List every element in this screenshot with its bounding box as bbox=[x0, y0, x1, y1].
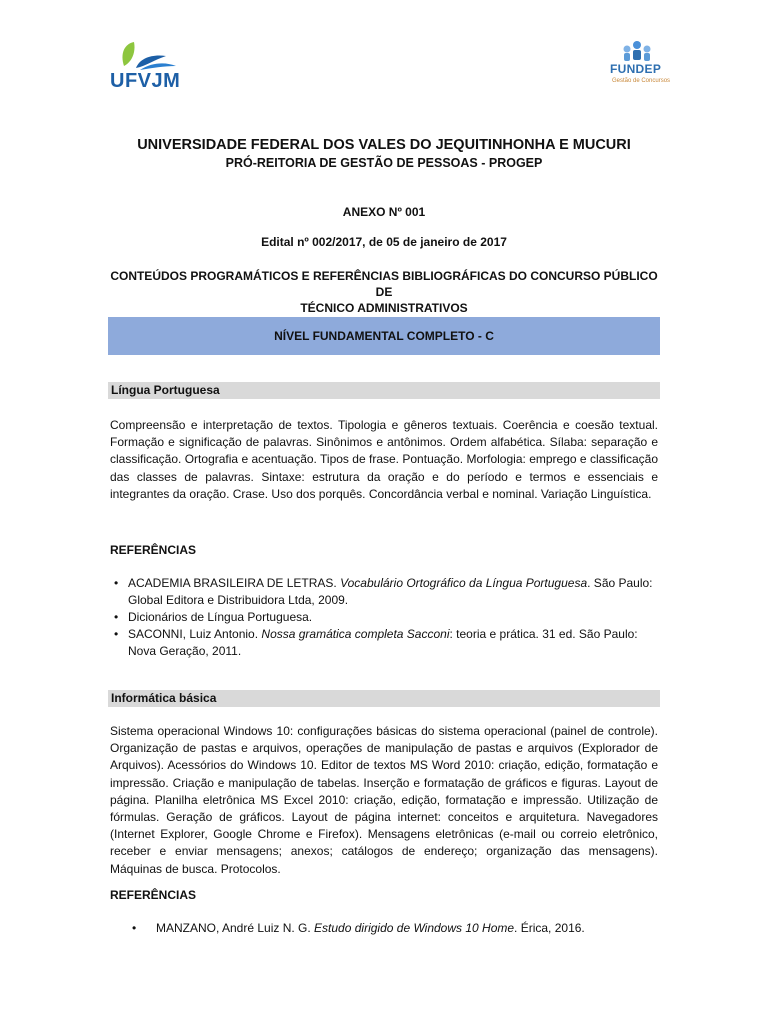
people-cloud-logo-icon bbox=[615, 40, 659, 62]
edital-line: Edital nº 002/2017, de 05 de janeiro de 2017 bbox=[261, 235, 507, 249]
reference-rest: : teoria e prática. 31 ed. São Paulo: Nova Geração, 2011. bbox=[128, 627, 638, 658]
bullet-icon: • bbox=[132, 921, 137, 935]
bullet-icon: • bbox=[114, 576, 119, 590]
references-title-portuguese: REFERÊNCIAS bbox=[110, 543, 197, 557]
reference-author: ACADEMIA BRASILEIRA DE LETRAS. bbox=[128, 576, 341, 590]
department-title: PRÓ-REITORIA DE GESTÃO DE PESSOAS - PROGEP bbox=[225, 156, 543, 170]
reference-title: Estudo dirigido de Windows 10 Home bbox=[314, 921, 515, 935]
bullet-icon: • bbox=[114, 627, 119, 641]
ufvjm-logo bbox=[110, 40, 190, 92]
reference-item bbox=[110, 575, 660, 609]
references-list-portuguese bbox=[110, 575, 660, 660]
reference-item bbox=[110, 920, 660, 937]
reference-item bbox=[110, 609, 660, 626]
section-body-informatics: Sistema operacional Windows 10: configurações básicas do sistema operacional (painel de controle). Organização de pastas e arquivos, operações de manipulação de pastas e arquivos (Explorador de Arquivos). Acessórios do Windows 10. Editor de textos MS Word 2010: criação, edição, formatação e impressão. Criação e manipulação de tabelas. Inserção e formatação de gráficos e figuras. Layout de página. Planilha eletrônica MS Excel 2010: criação, edição, formatação e impressão. Utilização de fórmulas. Geração de gráficos. Layout de página internet: conceitos e arquitetura. Navegadores (Internet Explorer, Google Chrome e Firefox). Mensagens eletrônicas (e-mail ou correio eletrônico, receber e enviar mensagens; anexos; catálogos de endereço; organização das mensagens). Máquinas de busca. Protocolos. bbox=[110, 724, 658, 876]
contents-title-line-1: CONTEÚDOS PROGRAMÁTICOS E REFERÊNCIAS BIBLIOGRÁFICAS DO CONCURSO PÚBLICO DE bbox=[110, 269, 658, 299]
section-title-portuguese: Língua Portuguesa bbox=[108, 382, 660, 399]
fundep-logo bbox=[604, 40, 670, 90]
section-title-informatics: Informática básica bbox=[108, 690, 660, 707]
contents-title bbox=[108, 268, 660, 316]
references-title-informatics: REFERÊNCIAS bbox=[110, 888, 197, 902]
reference-author: SACONNI, Luiz Antonio. bbox=[128, 627, 262, 641]
reference-rest: . São Paulo: Global Editora e Distribuidora Ltda, 2009. bbox=[128, 576, 653, 607]
contents-title-line-2: TÉCNICO ADMINISTRATIVOS bbox=[300, 301, 468, 315]
fundep-logo-text: FUNDEP bbox=[610, 62, 662, 76]
section-body-portuguese: Compreensão e interpretação de textos. Tipologia e gêneros textuais. Coerência e coesão textual. Formação e significação de palavras. Sinônimos e antônimos. Ordem alfabética. Sílaba: separação e classificação. Ortografia e acentuação. Tipos de frase. Pontuação. Morfologia: emprego e classificação das classes de palavras. Sintaxe: estrutura da oração e do período e termos e essenciais e integrantes da oração. Crase. Uso dos porquês. Concordância verbal e nominal. Variação Linguística. bbox=[110, 418, 658, 501]
reference-author: MANZANO, André Luiz N. G. bbox=[156, 921, 315, 935]
reference-author: Dicionários de Língua Portuguesa. bbox=[128, 610, 313, 624]
references-list-informatics bbox=[110, 920, 660, 937]
fundep-tagline: Gestão de Concursos bbox=[612, 78, 671, 84]
leaf-wave-logo-icon bbox=[110, 40, 190, 72]
bullet-icon: • bbox=[114, 610, 119, 624]
university-title: UNIVERSIDADE FEDERAL DOS VALES DO JEQUITINHONHA E MUCURI bbox=[137, 137, 631, 153]
level-banner: NÍVEL FUNDAMENTAL COMPLETO - C bbox=[108, 317, 660, 355]
annex-number: ANEXO Nº 001 bbox=[342, 205, 426, 219]
reference-title: Nossa gramática completa Sacconi bbox=[261, 627, 450, 641]
ufvjm-logo-text: UFVJM bbox=[110, 70, 181, 92]
reference-rest: . Érica, 2016. bbox=[514, 921, 585, 935]
reference-title: Vocabulário Ortográfico da Língua Portuguesa bbox=[340, 576, 588, 590]
reference-item bbox=[110, 626, 660, 660]
